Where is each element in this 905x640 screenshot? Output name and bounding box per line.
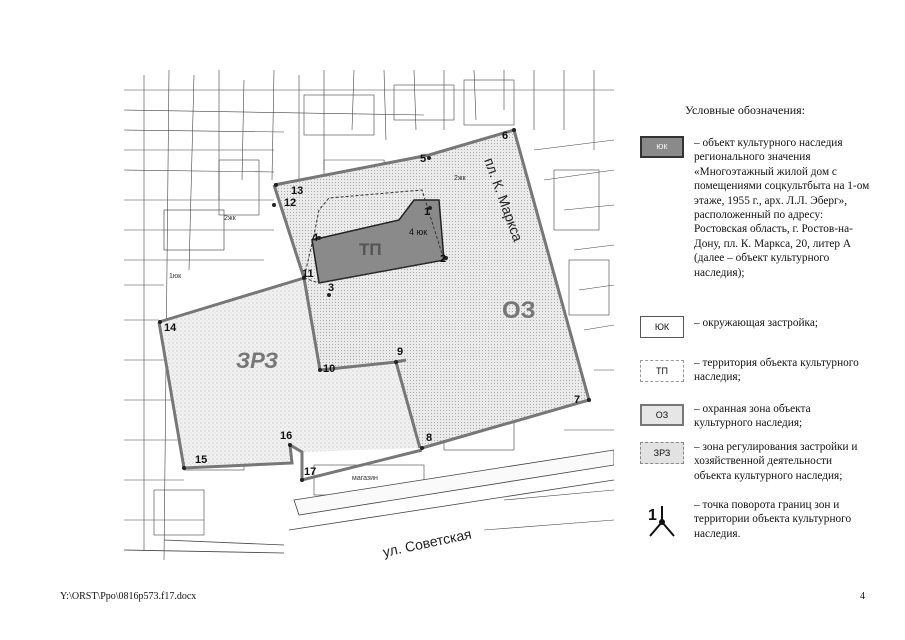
point-14: 14 — [164, 322, 177, 334]
sovetskaya-street — [294, 450, 614, 515]
building-label: 2жк — [454, 175, 466, 182]
legend-text: – окружающая застройка; — [694, 317, 818, 329]
heritage-object-symbol: ЮК — [640, 136, 684, 158]
footer-file-path: Y:\ORST\Ppo\0816p573.f17.docx — [60, 591, 197, 602]
point-9: 9 — [397, 346, 404, 358]
site-plan-map — [124, 70, 614, 560]
sovetskaya-street-label: ул. Советская — [381, 525, 473, 560]
square-street-label: пл. К. Маркса — [481, 155, 527, 244]
page-number: 4 — [860, 591, 865, 602]
point-8: 8 — [426, 432, 433, 444]
oz-symbol: ОЗ — [640, 404, 684, 426]
tp-symbol: ТП — [640, 360, 684, 382]
point-4: 4 — [312, 232, 319, 244]
object-number-label: 4 юк — [409, 227, 428, 237]
point-15: 15 — [195, 454, 208, 466]
oz-label: ОЗ — [502, 297, 536, 324]
point-2: 2 — [440, 253, 447, 265]
point-12: 12 — [284, 197, 297, 209]
legend-text: – охранная зона объекта культурного наследия; — [694, 403, 811, 430]
zrz-symbol: ЗРЗ — [640, 442, 684, 464]
legend-text: – точка поворота границ зон и территории объекта культурного наследия. — [694, 499, 852, 540]
legend-title: Условные обозначения: — [685, 103, 806, 117]
point-17: 17 — [304, 466, 317, 478]
building-label: 2жк — [224, 215, 236, 222]
surrounding-buildings-symbol: ЮК — [640, 316, 684, 338]
building-label: магазин — [352, 475, 378, 482]
point-1: 1 — [424, 206, 431, 218]
point-5: 5 — [420, 153, 427, 165]
svg-text:1: 1 — [648, 507, 657, 524]
tp-label: ТП — [359, 240, 382, 259]
point-6: 6 — [502, 130, 509, 142]
point-11: 11 — [302, 268, 314, 280]
legend-text: – зона регулирования застройки и хозяйственной деятельности объекта культурного наследия; — [694, 441, 858, 482]
zrz-label: ЗРЗ — [236, 348, 279, 373]
legend-text: – объект культурного наследия регионального значения «Многоэтажный жилой дом с помещениями соцкультбыта на 1-ом этаже, 1955 г., арх. Л.Л. Эберг», расположенный по адресу: Ростовская область, г. Ростов-на-Дону, пл. К. Маркса, 20, литер А (далее – объект культурного наследия); — [694, 137, 870, 279]
point-7: 7 — [574, 394, 581, 406]
point-13: 13 — [291, 185, 304, 197]
turning-point-symbol — [640, 498, 684, 542]
point-3: 3 — [328, 282, 335, 294]
point-10: 10 — [323, 363, 336, 375]
legend-text: – территория объекта культурного наследия; — [694, 357, 859, 384]
point-16: 16 — [280, 430, 293, 442]
building-label: 1юк — [169, 273, 182, 280]
